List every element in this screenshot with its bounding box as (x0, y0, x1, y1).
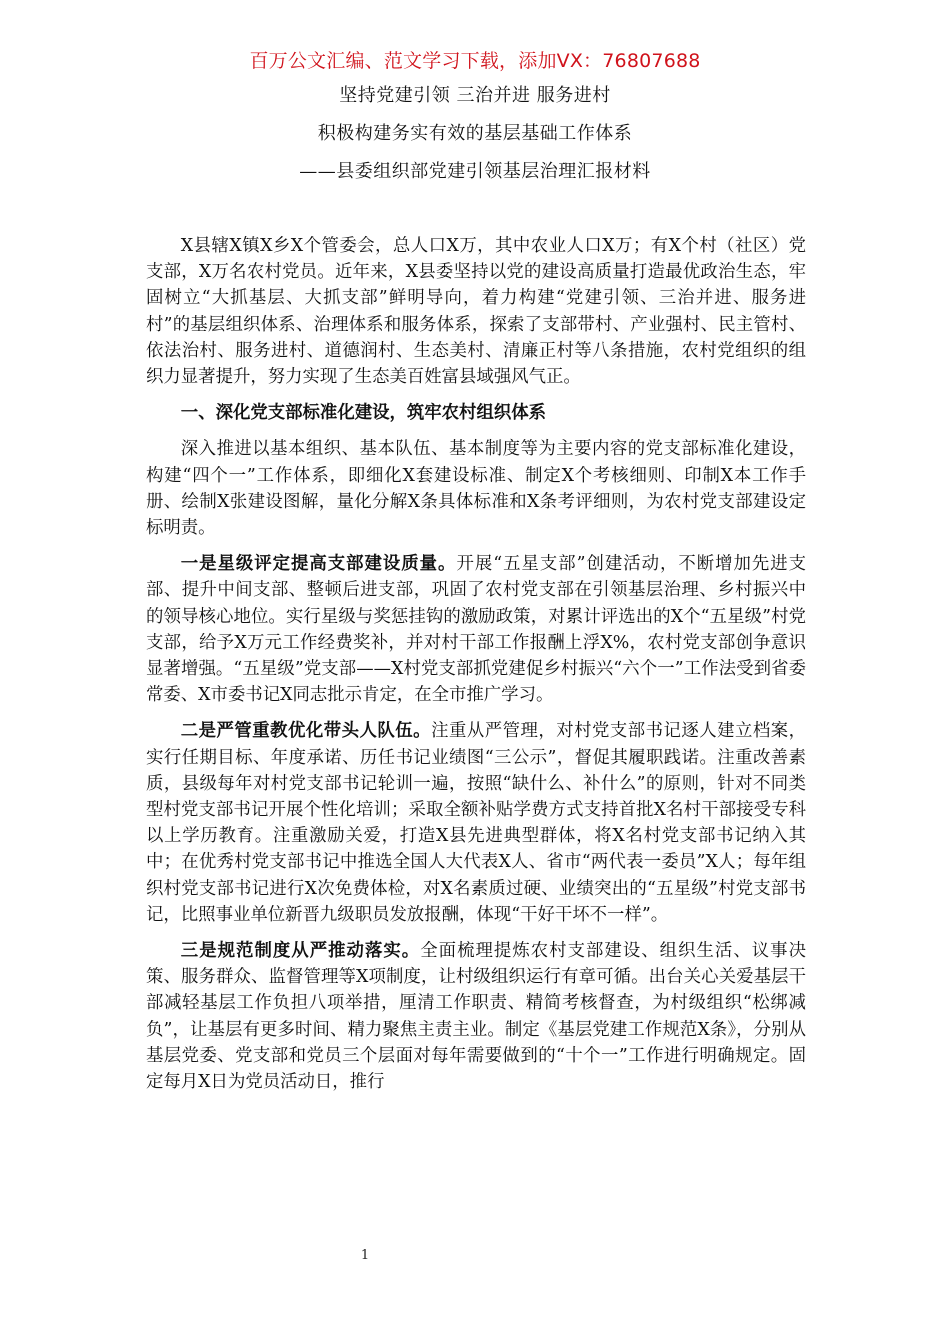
section-intro-paragraph: 深入推进以基本组织、基本队伍、基本制度等为主要内容的党支部标准化建设，构建“四个一”工作体系，即细化X套建设标准、制定X个考核细则、印制X本工作手册、绘制X张建设图解，量化分解X条具体标准和X条考评细则，为农村党支部建设定标明责。 (146, 439, 806, 539)
intro-paragraph: X县辖X镇X乡X个管委会，总人口X万，其中农业人口X万；有X个村（社区）党支部，X万名农村党员。近年来，X县委坚持以党的建设高质量打造最优政治生态，牢固树立“大抓基层、大抓支部”鲜明导向，着力构建“党建引领、三治并进、服务进村”的基层组织体系、治理体系和服务体系，探索了支部带村、产业强村、民主管村、依法治村、服务进村、道德润村、生态美村、清廉正村等八条措施，农村党组织的组织力显著提升，努力实现了生态美百姓富县域强风气正。 (146, 236, 806, 388)
header-banner: 百万公文汇编、范文学习下载，添加VX：76807688 (249, 50, 701, 72)
subtitle-line: ——县委组织部党建引领基层治理汇报材料 (299, 161, 651, 182)
title-line-1: 坚持党建引领 三治并进 服务进村 (339, 85, 611, 106)
point-one-lead: 一是星级评定提高支部建设质量。 (180, 554, 457, 575)
point-three-lead: 三是规范制度从严推动落实。 (180, 941, 421, 962)
point-three-paragraph (146, 938, 806, 1095)
point-two-lead: 二是严管重教优化带头人队伍。 (180, 721, 432, 742)
point-three-body: 全面梳理提炼农村支部建设、组织生活、议事决策、服务群众、监督管理等X项制度，让村级组织运行有章可循。出台关心关爱基层干部减轻基层工作负担八项举措，厘清工作职责、精简考核督查，为村级组织“松绑减负”，让基层有更多时间、精力聚焦主责主业。制定《基层党建工作规范X条》，分别从基层党委、党支部和党员三个层面对每年需要做到的“十个一”工作进行明确规定。固定每月X日为党员活动日，推行 (146, 941, 806, 1093)
page-number: 1 (360, 1248, 370, 1263)
title-block (0, 86, 950, 200)
section-heading: 一、深化党支部标准化建设，筑牢农村组织体系 (180, 403, 547, 424)
point-two-paragraph (146, 718, 806, 928)
point-one-paragraph (146, 551, 806, 708)
point-one-body: 开展“五星支部”创建活动，不断增加先进支部、提升中间支部、整顿后进支部，巩固了农村党支部在引领基层治理、乡村振兴中的领导核心地位。实行星级与奖惩挂钩的激励政策，对累计评选出的X个“五星级”村党支部，给予X万元工作经费奖补，并对村干部工作报酬上浮X%，农村党支部创争意识显著增强。“五星级”党支部——X村党支部抓党建促乡村振兴“六个一”工作法受到省委常委、X市委书记X同志批示肯定，在全市推广学习。 (146, 554, 806, 706)
point-two-body: 注重从严管理，对村党支部书记逐人建立档案，实行任期目标、年度承诺、历任书记业绩图“三公示”，督促其履职践诺。注重改善素质，县级每年对村党支部书记轮训一遍，按照“缺什么、补什么”的原则，针对不同类型村党支部书记开展个性化培训；采取全额补贴学费方式支持首批X名村干部接受专科以上学历教育。注重激励关爱，打造X县先进典型群体，将X名村党支部书记纳入其中；在优秀村党支部书记中推选全国人大代表X人、省市“两代表一委员”X人；每年组织村党支部书记进行X次免费体检，对X名素质过硬、业绩突出的“五星级”村党支部书记，比照事业单位新晋九级职员发放报酬，体现“干好干坏不一样”。 (146, 721, 806, 925)
document-body (146, 233, 806, 1095)
title-line-2: 积极构建务实有效的基层基础工作体系 (317, 123, 633, 144)
